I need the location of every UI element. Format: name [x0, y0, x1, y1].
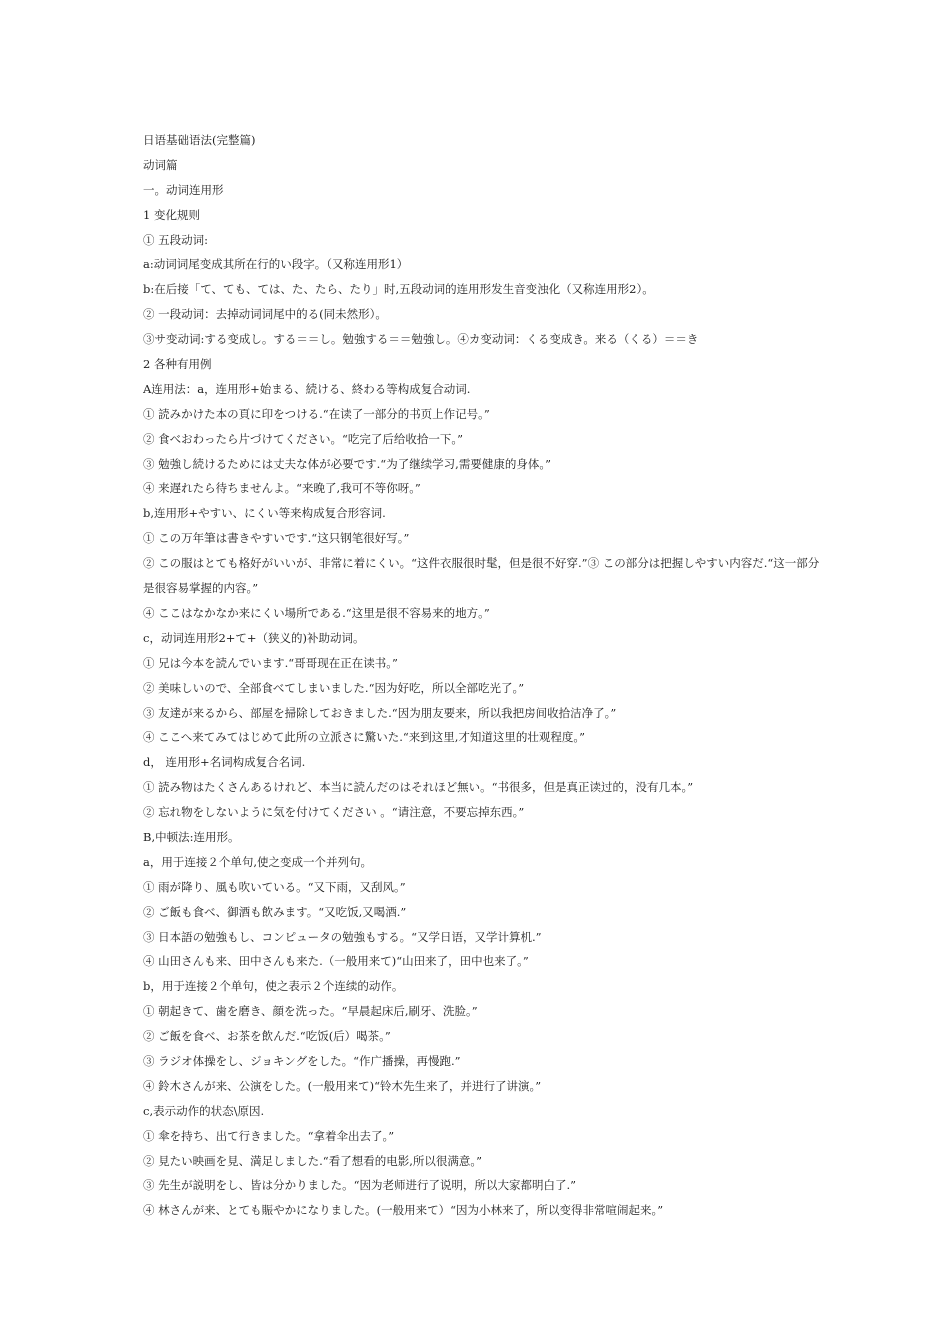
text-line: ① 五段动词: — [143, 232, 209, 247]
text-line: a:动词词尾变成其所在行的い段字。（又称连用形1） — [143, 257, 409, 272]
example-line: ③ 日本語の勉強もし、コンピュータの勉強もする。“又学日语，又学计算机.” — [143, 929, 542, 944]
example-line: ③ ラジオ体操をし、ジョキングをした。“作广播操，再慢跑.” — [143, 1053, 461, 1068]
example-line: ④ 鈴木さんが来、公演をした。(一般用来て)“铃木先生来了，并进行了讲演。” — [143, 1078, 542, 1093]
section-heading: 动词篇 — [143, 157, 178, 172]
example-line: ③ 勉強し続けるためには丈夫な体が必要です.“为了继续学习,需要健康的身体。” — [143, 456, 551, 471]
example-line: ② ご飯を食べ、お茶を飲んだ.“吃饭(后）喝茶。” — [143, 1029, 391, 1044]
subsection-heading: 1 变化规则 — [143, 207, 200, 222]
example-line: ② 見たい映画を見、満足しました.“看了想看的电影,所以很满意。” — [143, 1153, 482, 1168]
example-line: ③ 友達が来るから、部屋を掃除しておきました.“因为朋友要来，所以我把房间收拾洁净了。” — [143, 705, 617, 720]
example-line: ① この万年筆は書きやすいです.“这只钢笔很好写。” — [143, 531, 410, 546]
example-line: ② 忘れ物をしないように気を付けてください 。“请注意，不要忘掉东西。” — [143, 805, 525, 820]
text-line: ③サ变动词:する变成し。する＝＝し。勉強する＝＝勉強し。④カ变动词：くる变成き。来る（くる）＝＝き — [143, 332, 699, 347]
text-line: A连用法：a，连用形+始まる、続ける、終わる等构成复合动词. — [143, 381, 471, 396]
example-line: ① 朝起きて、歯を磨き、顔を洗った。“早晨起床后,刷牙、洗脸。” — [143, 1004, 478, 1019]
example-line: ② 食べおわったら片づけてください。“吃完了后给收拾一下。” — [143, 431, 464, 446]
text-line: a，用于连接２个单句,使之变成一个并列句。 — [143, 854, 373, 869]
document-title: 日语基础语法(完整篇) — [143, 133, 256, 147]
example-line: ① 兄は今本を読んでいます.“哥哥现在正在读书。” — [143, 655, 398, 670]
text-line: b,连用形+やすい、にくい等来构成复合形容词. — [143, 506, 386, 521]
example-line: ② ご飯も食べ、御酒も飲みます。“又吃饭,又喝酒.” — [143, 904, 407, 919]
text-line: c，动词连用形2+て+（狭义的)补助动词。 — [143, 630, 365, 645]
example-line: ② 美味しいので、全部食べてしまいました.“因为好吃，所以全部吃光了。” — [143, 680, 525, 695]
example-line: ④ 山田さんも来、田中さんも来た.（一般用来て)“山田来了，田中也来了。” — [143, 954, 529, 969]
example-line: ③ 先生が説明をし、皆は分かりました。“因为老师进行了说明，所以大家都明白了.” — [143, 1178, 577, 1193]
subsection-heading: 一。动词连用形 — [143, 182, 224, 197]
text-line: b:在后接「て、ても、ては、た、たら、たり」时,五段动词的连用形发生音变浊化（又称连用形2）。 — [143, 282, 654, 297]
document-body — [143, 128, 823, 1223]
example-line: ④ 来遅れたら待ちませんよ。“来晚了,我可不等你呀。” — [143, 481, 421, 496]
example-line: ④ ここへ来てみてはじめて此所の立派さに驚いた.“来到这里,才知道这里的壮观程度。” — [143, 730, 586, 745]
example-line: ④ ここはなかなか来にくい場所である.“这里是很不容易来的地方。” — [143, 605, 490, 620]
subsection-heading: 2 各种有用例 — [143, 357, 212, 372]
text-line: d， 连用形+名词构成复合名词. — [143, 755, 306, 770]
text-line: b，用于连接２个单句，使之表示２个连续的动作。 — [143, 979, 404, 994]
example-line: ① 傘を持ち、出て行きました。“拿着伞出去了。” — [143, 1128, 395, 1143]
text-line: ② 一段动词：去掉动词词尾中的る(同未然形）。 — [143, 307, 387, 322]
example-line: ① 雨が降り、風も吹いている。“又下雨，又刮风。” — [143, 879, 406, 894]
example-line: ① 読みかけた本の頁に印をつける.“在读了一部分的书页上作记号。” — [143, 406, 490, 421]
text-line: c,表示动作的状态\原因. — [143, 1103, 265, 1118]
example-line: ② この服はとても格好がいいが、非常に着にくい。“这件衣服很时髦，但是很不好穿.”③ この部分は把握しやすい内容だ.“这一部分是很容易掌握的内容。” — [143, 556, 820, 596]
example-line: ① 読み物はたくさんあるけれど、本当に読んだのはそれほど無い。“书很多，但是真正读过的，没有几本。” — [143, 780, 694, 795]
text-line: B,中顿法:连用形。 — [143, 829, 240, 844]
example-line: ④ 林さんが来、とても賑やかになりました。(一般用来て）“因为小林来了，所以变得非常喧闹起来。” — [143, 1203, 664, 1218]
